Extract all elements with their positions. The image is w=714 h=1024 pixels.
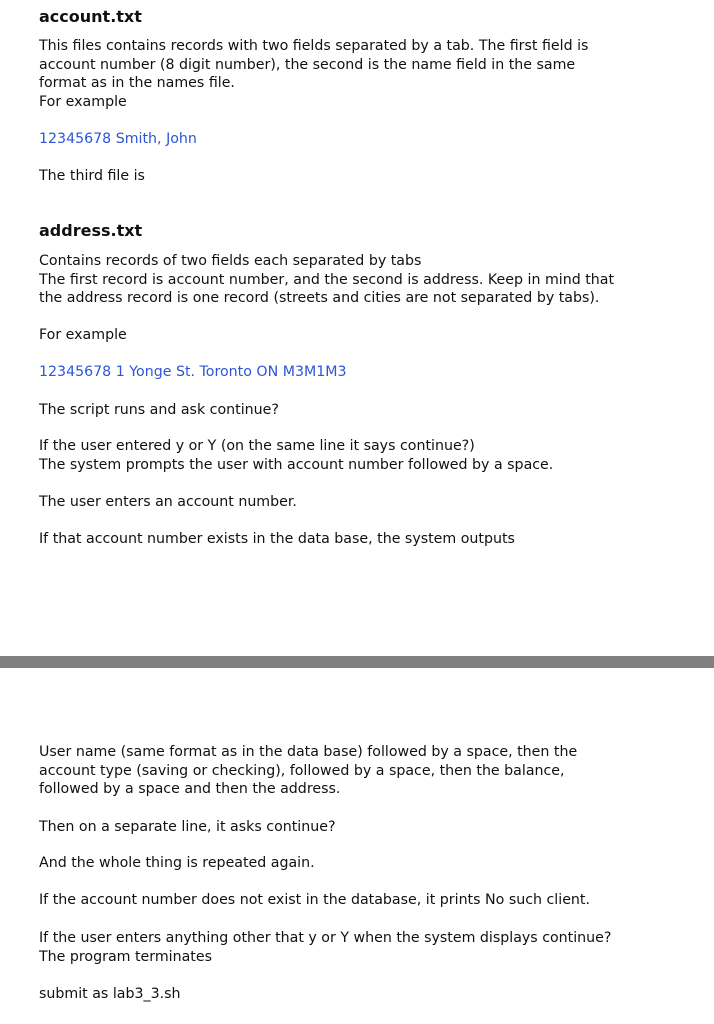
submit-paragraph — [39, 985, 679, 1004]
user-name-text: User name (same format as in the data base) followed by a space, then the account type (saving or checking), followed by a space, then the balance, followed by a space and then the address. — [39, 744, 578, 797]
user-entered-text: If the user entered y or Y (on the same line it says continue?) The system prompts the user with account number followed by a space. — [39, 438, 554, 473]
address-description-text: Contains records of two fields each separated by tabs The first record is account number, and the second is address. Keep in mind that the address record is one record (streets and cities are not separated by tabs). — [39, 253, 615, 306]
document-page-2 — [0, 668, 714, 1024]
address-example-text: 12345678 1 Yonge St. Toronto ON M3M1M3 — [39, 364, 347, 380]
account-exists-paragraph — [39, 530, 679, 549]
account-description — [39, 37, 679, 111]
account-example — [39, 130, 679, 149]
account-exists-text: If that account number exists in the data base, the system outputs — [39, 531, 515, 547]
repeated-paragraph — [39, 854, 679, 873]
terminate-paragraph — [39, 929, 679, 966]
account-example-text: 12345678 Smith, John — [39, 131, 197, 147]
account-description-text: This files contains records with two fields separated by a tab. The first field is account number (8 digit number), the second is the name field in the same format as in the names file. For example — [39, 38, 589, 110]
user-name-paragraph — [39, 743, 679, 799]
third-file-text: The third file is — [39, 168, 145, 184]
submit-text: submit as lab3_3.sh — [39, 986, 181, 1002]
separate-line-text: Then on a separate line, it asks continue? — [39, 819, 336, 835]
user-enters-text: The user enters an account number. — [39, 494, 297, 510]
for-example-text: For example — [39, 327, 127, 343]
script-runs-text: The script runs and ask continue? — [39, 402, 279, 418]
separate-line-paragraph — [39, 818, 679, 837]
account-heading — [39, 7, 679, 27]
for-example-paragraph — [39, 326, 679, 345]
address-heading-text: address.txt — [39, 221, 143, 240]
user-enters-paragraph — [39, 493, 679, 512]
third-file-paragraph — [39, 167, 679, 186]
script-runs-paragraph — [39, 401, 679, 420]
terminate-text: If the user enters anything other that y or Y when the system displays continue? The program terminates — [39, 930, 612, 965]
user-entered-paragraph — [39, 437, 679, 474]
address-description — [39, 252, 679, 308]
not-exist-paragraph — [39, 891, 679, 910]
repeated-text: And the whole thing is repeated again. — [39, 855, 315, 871]
not-exist-text: If the account number does not exist in the database, it prints No such client. — [39, 892, 590, 908]
address-example — [39, 363, 679, 382]
account-heading-text: account.txt — [39, 7, 142, 26]
page-divider — [0, 656, 714, 668]
address-heading — [39, 221, 679, 241]
